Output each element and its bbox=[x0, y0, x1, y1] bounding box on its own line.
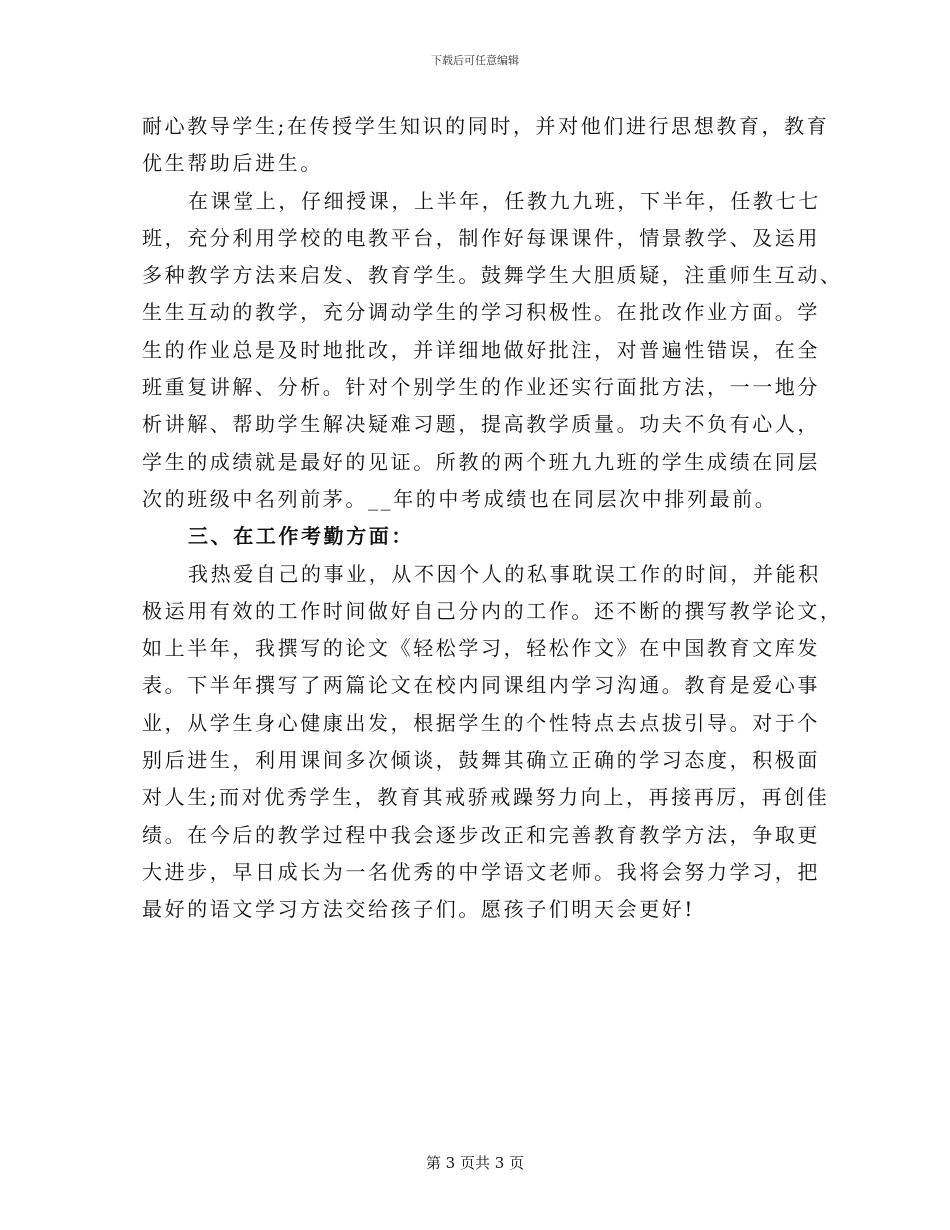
document-body bbox=[142, 108, 843, 929]
section-heading: 三、在工作考勤方面： bbox=[188, 524, 414, 549]
paragraph-line: 极运用有效的工作时间做好自己分内的工作。还不断的撰写教学论文， bbox=[142, 598, 843, 623]
paragraph-line: 表。下半年撰写了两篇论文在校内同课组内学习沟通。教育是爱心事 bbox=[142, 673, 820, 698]
paragraph-line: 学生的成绩就是最好的见证。所教的两个班九九班的学生成绩在同层 bbox=[142, 449, 820, 474]
paragraph-line: 耐心教导学生;在传授学生知识的同时，并对他们进行思想教育，教育 bbox=[142, 114, 830, 138]
paragraph-line: 绩。在今后的教学过程中我会逐步改正和完善教育教学方法，争取更 bbox=[142, 822, 820, 847]
paragraph-line: 生生互动的教学，充分调动学生的学习积极性。在批改作业方面。学 bbox=[142, 300, 820, 325]
paragraph-line: 优生帮助后进生。 bbox=[142, 151, 323, 176]
paragraph-line: 生的作业总是及时地批改，并详细地做好批注，对普遍性错误，在全 bbox=[142, 337, 820, 362]
paragraph-line: 对人生;而对优秀学生，教育其戒骄戒躁努力向上，再接再厉，再创佳 bbox=[142, 785, 830, 810]
paragraph-line: 次的班级中名列前茅。__年的中考成绩也在同层次中排列最前。 bbox=[142, 486, 778, 511]
paragraph-line: 如上半年，我撰写的论文《轻松学习，轻松作文》在中国教育文库发 bbox=[142, 636, 820, 661]
paragraph-line: 班，充分利用学校的电教平台，制作好每课课件，情景教学、及运用 bbox=[142, 225, 820, 250]
paragraph-line: 别后进生，利用课间多次倾谈，鼓舞其确立正确的学习态度，积极面 bbox=[142, 748, 820, 773]
paragraph-line: 我热爱自己的事业，从不因个人的私事耽误工作的时间，并能积 bbox=[188, 561, 821, 586]
paragraph-line: 大进步，早日成长为一名优秀的中学语文老师。我将会努力学习，把 bbox=[142, 859, 820, 884]
paragraph-line: 最好的语文学习方法交给孩子们。愿孩子们明天会更好! bbox=[142, 897, 696, 922]
paragraph-line: 业，从学生身心健康出发，根据学生的个性特点去点拔引导。对于个 bbox=[142, 710, 820, 735]
paragraph-line: 析讲解、帮助学生解决疑难习题，提高教学质量。功夫不负有心人， bbox=[142, 412, 820, 437]
paragraph-line: 在课堂上，仔细授课，上半年，任教九九班，下半年，任教七七 bbox=[188, 188, 821, 213]
page-header: 下载后可任意编辑 bbox=[431, 54, 519, 67]
paragraph-line: 班重复讲解、分析。针对个别学生的作业还实行面批方法，一一地分 bbox=[142, 375, 820, 400]
page-number: 第 3 页共 3 页 bbox=[425, 1154, 525, 1172]
paragraph-line: 多种教学方法来启发、教育学生。鼓舞学生大胆质疑，注重师生互动、 bbox=[142, 263, 843, 288]
